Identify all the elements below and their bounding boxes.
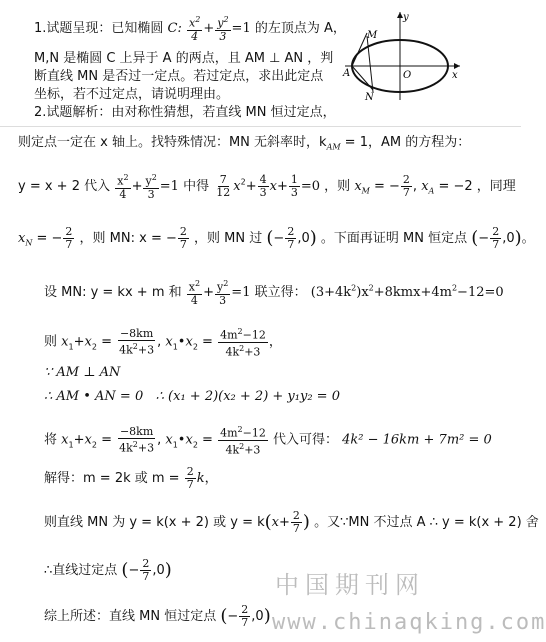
problem-line-1: 1.试题呈现：已知椭圆 C: $\frac{x^2}{4}$ + $\frac{y^2}{3}$ =1 的左顶点为 A， xyxy=(34,15,346,43)
solution-line-7: ∴ AM • AN = 0 ∴ (x₁ + 2)(x₂ + 2) + y₁y₂ = 0 xyxy=(44,389,340,404)
ellipse-diagram xyxy=(335,8,465,103)
problem-line-4: 坐标，若不过定点，请说明理由。 xyxy=(34,87,230,102)
svg-text:A: A xyxy=(343,68,351,79)
solution-line-2: y = x + 2 代入 $\frac{x^2}{4}$ + $\frac{y^2}{3}$ =1 中得 $\frac{7}{12}$ $x^2+$ $\frac{4}{3}$ x+ $\frac{1}{3}$ =0 ，则 $x_M$ = − $\frac{2}{7}$ , $x_A = -2$ ，同理 xyxy=(18,172,516,201)
solution-line-1: 则定点一定在 x 轴上。找特殊情况：MN 无斜率时，$k_{AM} = 1$，AM 的方程为： xyxy=(18,135,471,152)
solution-line-4: 设 MN: y = kx + m 和 $\frac{x^2}{4}$ + $\frac{y^2}{3}$ =1 联立得： $(3+4k^2)x^2+8kmx+4m^2-12=0$ xyxy=(44,279,504,307)
watermark-url: www.chinaqking.com xyxy=(272,610,546,635)
solution-line-9: 解得：m = 2k 或 m = $\frac{2}{7}$ k， xyxy=(44,465,218,491)
problem-line-5: 2.试题解析：由对称性猜想，若直线 MN 恒过定点， xyxy=(34,105,336,120)
problem-line-2: M,N 是椭圆 C 上异于 A 的两点，且 AM ⊥ AN ，判 xyxy=(34,51,334,66)
solution-line-10: 则直线 MN 为 y = k(x + 2) 或 y = k(x+ $\frac{2}{7}$ ) 。又∵MN 不过点 A ∴ y = k(x + 2) 舍 xyxy=(44,509,539,535)
svg-text:M: M xyxy=(367,30,378,41)
solution-line-5: 则 $x_1+x_2$ = $\frac{-8km}{4k^2+3}$ , $x_1•x_2$ = $\frac{4m^2-12}{4k^2+3}$ ， xyxy=(44,326,282,359)
problem-title: 1.试题呈现：已知椭圆 xyxy=(34,20,164,36)
ellipse-equation: C: $\frac{x^2}{4}$ + $\frac{y^2}{3}$ =1 xyxy=(167,15,251,43)
svg-text:N: N xyxy=(365,92,374,103)
section-divider xyxy=(0,126,521,127)
solution-line-12: 综上所述：直线 MN 恒过定点 (− $\frac{2}{7}$ ,0) xyxy=(44,603,271,629)
solution-line-8: 将 $x_1+x_2$ = $\frac{-8km}{4k^2+3}$ , $x_1•x_2$ = $\frac{4m^2-12}{4k^2+3}$ 代入可得： 4k² − 16km + 7m² = 0 xyxy=(44,424,492,457)
svg-text:O: O xyxy=(403,70,412,81)
solution-line-3: $x_N$ = − $\frac{2}{7}$ ，则 MN: x = − $\frac{2}{7}$ ，则 MN 过 (− $\frac{2}{7}$ ,0) 。下面再证明 MN 恒定点 (− $\frac{2}{7}$ ,0)。 xyxy=(18,225,535,251)
watermark-title: 中国期刊网 xyxy=(275,571,425,599)
svg-text:y: y xyxy=(403,12,409,23)
svg-text:x: x xyxy=(452,70,458,81)
solution-line-11: ∴直线过定点 (− $\frac{2}{7}$ ,0) xyxy=(44,557,172,583)
problem-line-3: 断直线 MN 是否过一定点。若过定点，求出此定点 xyxy=(34,69,324,84)
solution-line-6: ∵ AM ⊥ AN xyxy=(44,365,121,380)
